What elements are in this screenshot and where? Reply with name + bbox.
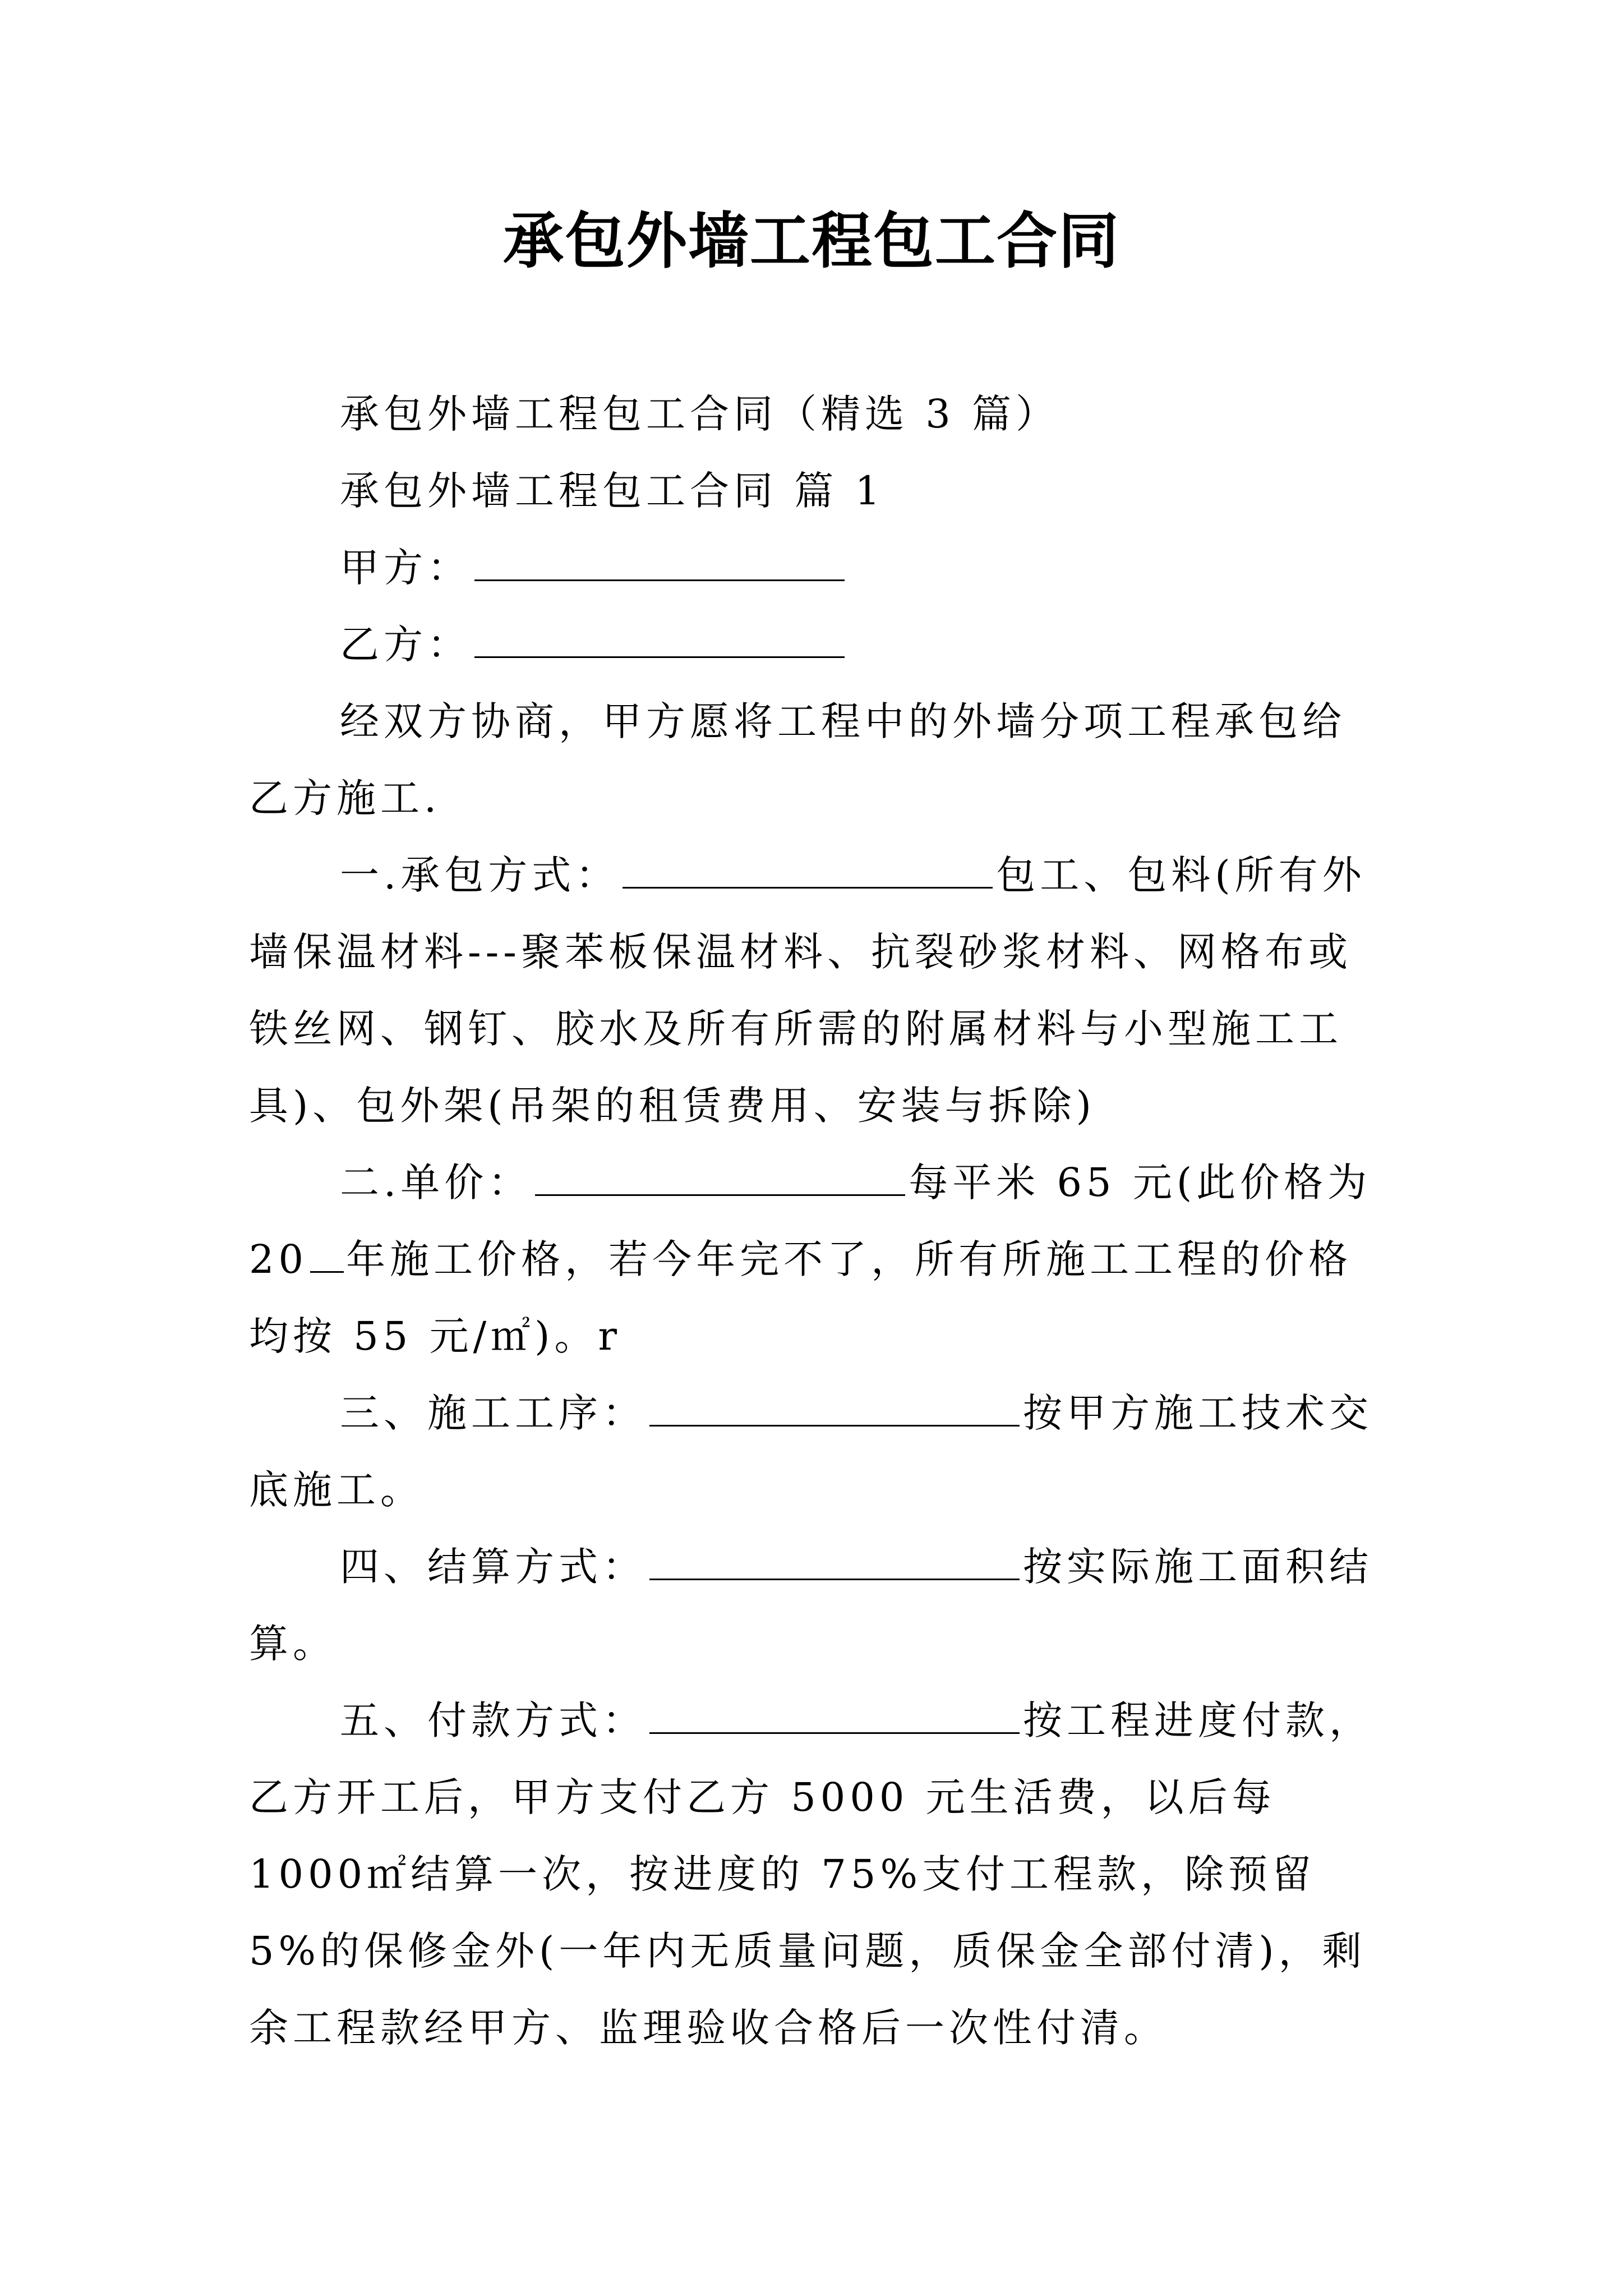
clause-2 (249, 1144, 1376, 1375)
intro-paragraph: 经双方协商，甲方愿将工程中的外墙分项工程承包给乙方施工. (249, 698, 1346, 821)
clause-1-blank (623, 852, 993, 889)
document-body (249, 376, 1376, 2067)
clause-2-blank (535, 1159, 905, 1196)
clause-5-blank (649, 1697, 1020, 1734)
party-a-blank (474, 545, 845, 581)
clause-2-text-a: 每平米 65 元(此价格为 20 (249, 1159, 1372, 1282)
clause-3-blank (649, 1390, 1020, 1427)
clause-4 (249, 1529, 1376, 1682)
clause-4-label: 四、结算方式： (340, 1544, 646, 1590)
clause-1 (249, 837, 1376, 1144)
clause-5-text: 按工程进度付款，乙方开工后，甲方支付乙方 5000 元生活费，以后每 1000㎡结算一次，按进度的 75%支付工程款，除预留 5%的保修金外(一年内无质量问题，质保金全部付清)，剩余工程款经甲方、监理验收合格后一次性付清。 (249, 1697, 1373, 2051)
clause-1-text: 包工、包料(所有外墙保温材料---聚苯板保温材料、抗裂砂浆材料、网格布或铁丝网、钢钉、胶水及所有所需的附属材料与小型施工工具)、包外架(吊架的租赁费用、安装与拆除) (249, 852, 1366, 1129)
clause-2-text-b: 年施工价格，若今年完不了，所有所施工工程的价格均按 55 元/㎡)。r (249, 1236, 1353, 1359)
party-b-label: 乙方： (340, 622, 471, 668)
party-a-label: 甲方： (340, 545, 471, 591)
clause-5-label: 五、付款方式： (340, 1697, 646, 1743)
section-heading: 承包外墙工程包工合同 篇 1 (340, 468, 885, 514)
clause-4-blank (649, 1544, 1020, 1580)
page-title: 承包外墙工程包工合同 (502, 206, 1120, 277)
clause-1-label: 一.承包方式： (340, 852, 620, 898)
clause-4-text: 按实际施工面积结算。 (249, 1544, 1373, 1667)
clause-2-label: 二.单价： (340, 1159, 532, 1205)
clause-3-label: 三、施工工序： (340, 1390, 646, 1436)
clause-5 (249, 1682, 1376, 2067)
clause-3 (249, 1375, 1376, 1529)
party-b-line (249, 606, 1376, 683)
party-a-line (249, 530, 1376, 606)
clause-3-text: 按甲方施工技术交底施工。 (249, 1390, 1373, 1513)
clause-2-year-blank (310, 1236, 344, 1273)
party-b-blank (474, 622, 845, 658)
subtitle: 承包外墙工程包工合同（精选 3 篇） (340, 391, 1060, 437)
